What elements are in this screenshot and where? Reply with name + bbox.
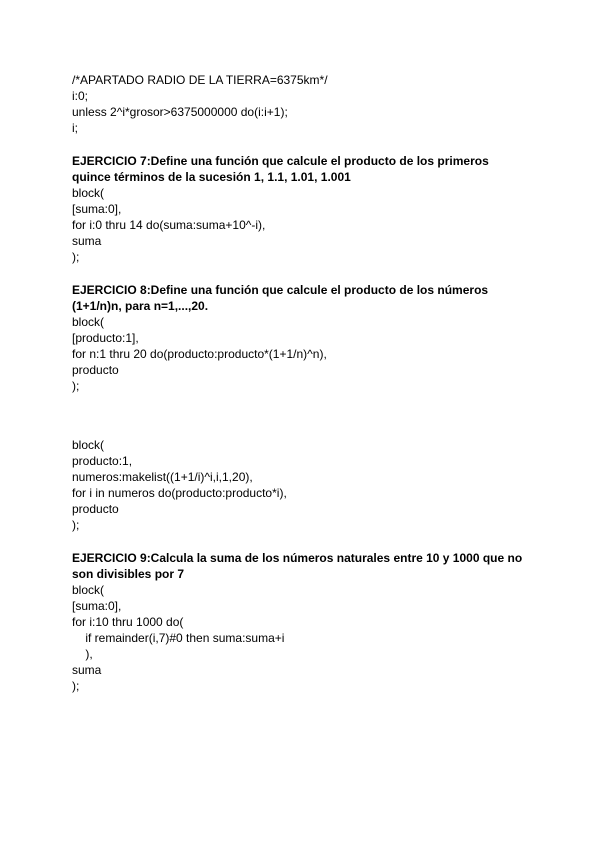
code-line: i; <box>72 121 78 135</box>
code-line: for n:1 thru 20 do(producto:producto*(1+1/n)^n), <box>72 347 327 361</box>
code-line: ), <box>72 647 93 661</box>
code-line: producto:1, <box>72 454 133 468</box>
code-line: unless 2^i*grosor>6375000000 do(i:i+1); <box>72 105 288 119</box>
code-line: for i:10 thru 1000 do( <box>72 615 184 629</box>
code-line: suma <box>72 234 102 248</box>
ejercicio-7-section <box>72 153 542 265</box>
code-line: producto <box>72 502 119 516</box>
ejercicio-9-heading-line: EJERCICIO 9:Calcula la suma de los números naturales entre 10 y 1000 que no <box>72 551 523 565</box>
ejercicio-8-heading-line: EJERCICIO 8:Define una función que calcule el producto de los números <box>72 283 489 297</box>
code-line: ); <box>72 679 80 693</box>
code-line: ); <box>72 518 80 532</box>
spacer <box>72 533 542 550</box>
code-line: [producto:1], <box>72 331 139 345</box>
ejercicio-8-section <box>72 282 542 394</box>
code-line: numeros:makelist((1+1/i)^i,i,1,20), <box>72 470 253 484</box>
ejercicio-8-heading-line: (1+1/n)n, para n=1,...,20. <box>72 299 209 313</box>
spacer <box>72 265 542 282</box>
ejercicio-9-section <box>72 550 542 694</box>
spacer <box>72 394 542 437</box>
code-line: /*APARTADO RADIO DE LA TIERRA=6375km*/ <box>72 73 328 87</box>
code-line: block( <box>72 186 105 200</box>
code-line: block( <box>72 315 105 329</box>
code-line: if remainder(i,7)#0 then suma:suma+i <box>72 631 285 645</box>
spacer <box>72 136 542 153</box>
ejercicio-7-heading-line: EJERCICIO 7:Define una función que calcule el producto de los primeros <box>72 154 489 168</box>
code-line: [suma:0], <box>72 202 122 216</box>
code-line: i:0; <box>72 89 89 103</box>
code-line: ); <box>72 250 80 264</box>
ejercicio-8-alt-code-block <box>72 437 542 533</box>
code-line: for i:0 thru 14 do(suma:suma+10^-i), <box>72 218 266 232</box>
code-line: block( <box>72 438 105 452</box>
code-line: block( <box>72 583 105 597</box>
code-line: ); <box>72 379 80 393</box>
ejercicio-7-heading-line: quince términos de la sucesión 1, 1.1, 1.01, 1.001 <box>72 170 351 184</box>
code-line: suma <box>72 663 102 677</box>
code-line: [suma:0], <box>72 599 122 613</box>
code-line: for i in numeros do(producto:producto*i), <box>72 486 287 500</box>
document-content <box>72 72 542 694</box>
intro-code-block <box>72 72 542 136</box>
ejercicio-9-heading-line: son divisibles por 7 <box>72 567 185 581</box>
code-line: producto <box>72 363 119 377</box>
